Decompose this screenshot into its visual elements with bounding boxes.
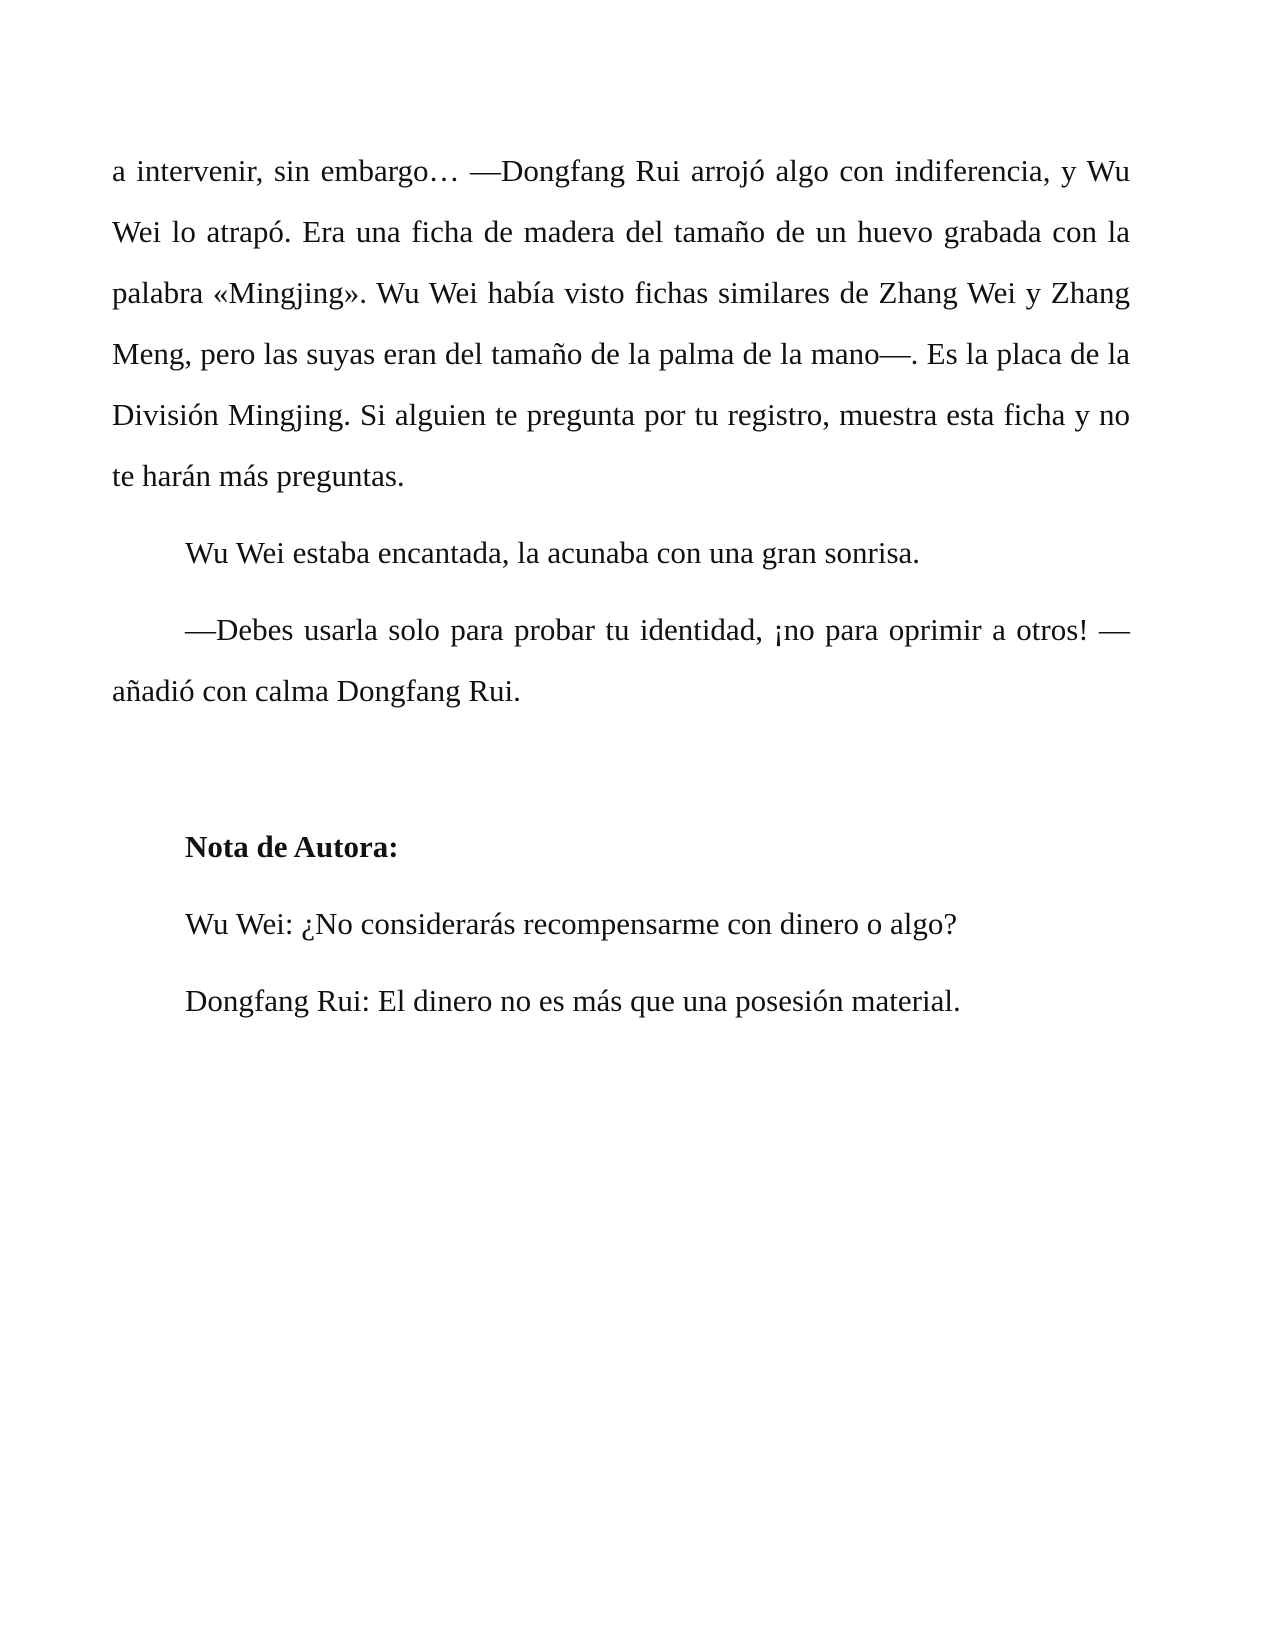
- author-note: [112, 816, 1130, 1031]
- body-paragraph: a intervenir, sin embargo… —Dongfang Rui arrojó algo con indiferencia, y Wu Wei lo atrapó. Era una ficha de madera del tamaño de un huevo grabada con la palabra «Mingjing». Wu Wei había visto fichas similares de Zhang Wei y Zhang Meng, pero las suyas eran del tamaño de la palma de la mano—. Es la placa de la División Mingjing. Si alguien te pregunta por tu registro, muestra esta ficha y no te harán más preguntas.: [112, 153, 1130, 493]
- author-note-line: Wu Wei: ¿No considerarás recompensarme con dinero o algo?: [185, 906, 958, 941]
- document-page: [112, 140, 1130, 1031]
- body-paragraph: Wu Wei estaba encantada, la acunaba con una gran sonrisa.: [185, 535, 921, 570]
- author-note-title: Nota de Autora:: [185, 829, 399, 864]
- body-paragraph: —Debes usarla solo para probar tu identidad, ¡no para oprimir a otros! —añadió con calma Dongfang Rui.: [112, 612, 1130, 708]
- author-note-line: Dongfang Rui: El dinero no es más que una posesión material.: [185, 983, 961, 1018]
